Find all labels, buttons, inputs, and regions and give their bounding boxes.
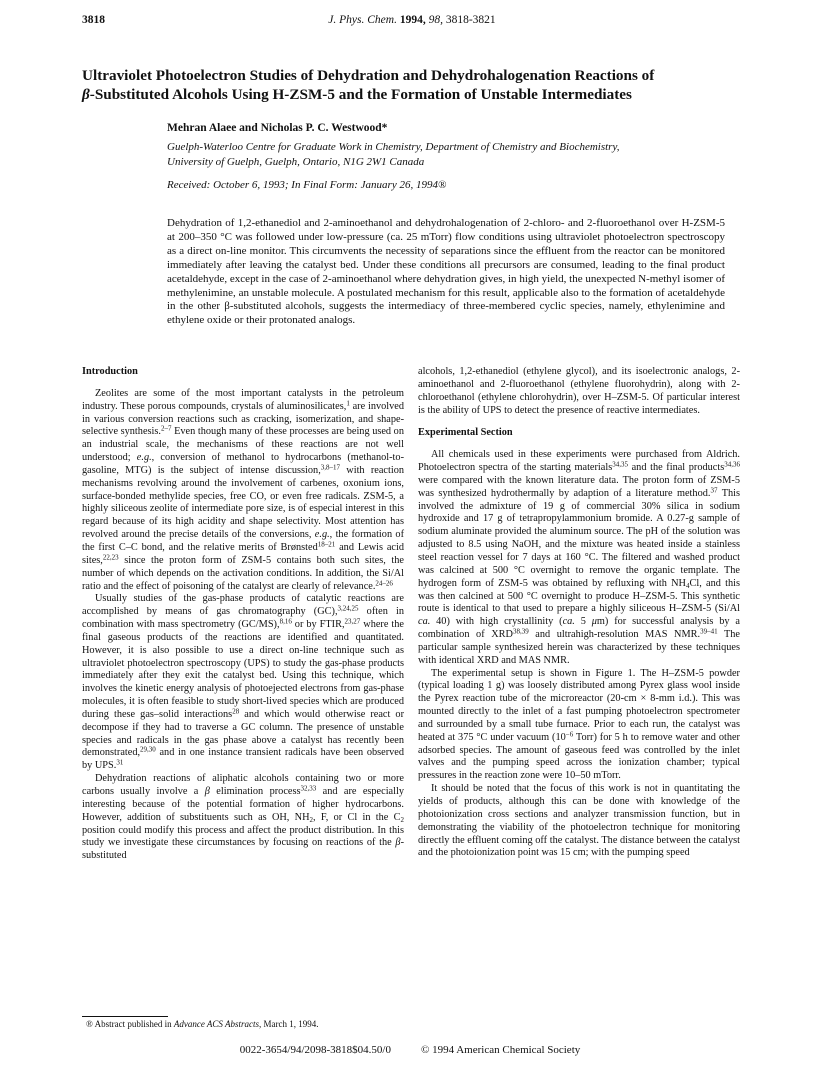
footnote-date: March 1, 1994. bbox=[261, 1019, 319, 1029]
footnote-lead: Abstract published in bbox=[92, 1019, 174, 1029]
body-paragraph: Dehydration reactions of aliphatic alcohols containing two or more carbons usually involve a β elimination process$^{32,33}$ and are especially interesting because of the potential formation of higher hydrocarbons. However, addition of substituents such as OH, $NH_2$, F, or Cl in the $C_2$ position could modify this process and affect the product distribution. In this study we investigate these circumstances by focusing on reactions of the β-substituted bbox=[82, 773, 404, 862]
page-footer bbox=[0, 1044, 820, 1056]
journal-citation bbox=[82, 14, 742, 26]
journal-pages: 3818-3821 bbox=[445, 14, 496, 26]
affiliation-line-2: University of Guelph, Guelph, Ontario, N1G 2W1 Canada bbox=[167, 156, 425, 168]
right-column bbox=[418, 366, 740, 860]
affiliation-line-1: Guelph-Waterloo Centre for Graduate Work in Chemistry, Department of Chemistry and Biochemistry, bbox=[167, 141, 620, 153]
body-paragraph: Zeolites are some of the most important catalysts in the petroleum industry. These porous compounds, crystals of aluminosilicates,$^1$ are involved in various conversion reactions such as cracking, isomerization, and shape-selective synthesis.$^{2-7}$ Even though many of these processes are being used on an industrial scale, the mechanisms of these reactions are not well understood; e.g., conversion of methanol to hydrocarbons (methanol-to-gasoline, MTG) is the subject of intense discussion,$^{3,8-17}$ with reaction mechanisms revolving around the involvement of carbenes, oxonium ions, surface-bonded methylide species, free CO, or even free radicals. ZSM-5, a highly siliceous zeolite of intermediate pore size, is of especial interest in this regard because of its high acidity and shape selectivity. Most attention has revolved around the precise details of the conversions, e.g., the formation of the first C–C bond, and the relative merits of Brønsted$^{18-21}$ and Lewis acid sites,$^{22,23}$ since the proton form of ZSM-5 contains both such sites, the number of which depends on the activation conditions. In addition, the Si/Al ratio and the effect of poisoning of the catalyst are clearly of relevance.$^{24-26}$ bbox=[82, 387, 405, 592]
footnote-marker: ® bbox=[86, 1019, 93, 1029]
footnote-rule bbox=[82, 1016, 168, 1017]
journal-year: 1994, bbox=[399, 14, 426, 26]
title-line-1: Ultraviolet Photoelectron Studies of Dehydration and Dehydrohalogenation Reactions of bbox=[82, 67, 655, 84]
body-paragraph: alcohols, 1,2-ethanediol (ethylene glycol), and its isoelectronic analogs, 2-aminoethanol and 2-fluoroethanol (ethylene fluorohydrin), along with 2-chloroethanol (ethylene chlorohydrin), over H–ZSM-5. Of particular interest is the ability of UPS to detect the presence of reactive intermediates. bbox=[418, 366, 740, 416]
title-beta-symbol: β bbox=[82, 86, 90, 103]
left-column bbox=[82, 366, 404, 863]
journal-volume: 98, bbox=[428, 14, 443, 26]
journal-name: J. Phys. Chem. bbox=[328, 14, 397, 26]
body-paragraph: The experimental setup is shown in Figure 1. The H–ZSM-5 powder (typical loading 1 g) was loosely distributed among Pyrex glass wool inside the Pyrex reaction tube of the microreactor (20-cm × 8-mm i.d.). This was mounted directly to the inlet of a fast pumping photoelectron spectrometer and surrounded by a small tube furnace. Prior to each run, the catalyst was heated at 375 °C under vacuum ($10^{-6}$ Torr) for 5 h to remove water and other adsorbed species. The amount of gaseous feed was controlled by the inlet valves and the pumping speed across the ionization chamber; typical pressures in the reaction zone were 10–50 mTorr. bbox=[418, 667, 740, 782]
footnote-journal: Advance ACS Abstracts, bbox=[173, 1019, 262, 1029]
abstract: Dehydration of 1,2-ethanediol and 2-aminoethanol and dehydrohalogenation of 2-chloro- and 2-fluoroethanol over H-ZSM-5 at 200–350 °C was followed under low-pressure (ca. 25 mTorr) flow conditions using ultraviolet photoelectron spectroscopy as a direct on-line monitor. This circumvents the necessity of separations since the effluent from the reactor can be monitored immediately after leaving the catalyst bed. Under these conditions all precursors are consumed, leading to the final product acetaldehyde, except in the case of 2-aminoethanol where dehydration gives, in high yield, the unexpected N-methyl isomer of methylenimine, an unstable molecule. A postulated mechanism for this result, applicable also to the formation of acetaldehyde in the other β-substituted alcohols, suggests the intermediacy of three-membered cyclic species, namely, ethylenimine and ethylene oxide or their protonated analogs. bbox=[167, 217, 725, 327]
article-code: 0022-3654/94/2098-3818$04.50/0 bbox=[239, 1044, 391, 1056]
received-dates: Received: October 6, 1993; In Final Form: January 26, 1994® bbox=[167, 179, 447, 191]
page-number: 3818 bbox=[82, 14, 105, 26]
title-line-2: -Substituted Alcohols Using H-ZSM-5 and the Formation of Unstable Intermediates bbox=[89, 86, 632, 103]
body-paragraph: It should be noted that the focus of this work is not in quantitating the yields of products, although this can be done with knowledge of the photoionization cross sections and analyzer transmission function, but in demonstrating the viability of the photoelectron technique for monitoring directly the effluent coming off the catalyst. The distance between the catalyst and the photoionization point was 15 cm; with the pumping speed bbox=[418, 783, 740, 859]
article-title bbox=[82, 66, 722, 104]
introduction-heading: Introduction bbox=[82, 366, 138, 377]
author-list: Mehran Alaee and Nicholas P. C. Westwood* bbox=[167, 122, 388, 134]
footnote bbox=[86, 1019, 408, 1029]
running-header bbox=[82, 14, 742, 32]
body-paragraph: Usually studies of the gas-phase products of catalytic reactions are accomplished by means of gas chromatography (GC),$^{3,24,25}$ often in combination with mass spectrometry (GC/MS),$^{8,16}$ or by FTIR,$^{23,27}$ where the final gaseous products of the reactions are identified and quantitated. However, it is also possible to use a direct on-line technique such as ultraviolet photoelectron spectroscopy (UPS) to study the gas-phase products immediately after they exit the catalyst bed. Using this technique, which involves the kinetic energy analysis of photoejected electrons from gas-phase molecules, it is often feasible to study short-lived species which are produced during these gas–solid interactions$^{28}$ and which would otherwise react or decompose if they had to traverse a GC column. The presence of unstable species and radicals in the gas phase above a catalyst has recently been demonstrated,$^{29,30}$ and in one instance transient radicals have been observed by UPS.$^{31}$ bbox=[82, 593, 405, 772]
body-paragraph: All chemicals used in these experiments were purchased from Aldrich. Photoelectron spectra of the starting materials$^{34,35}$ and the final products$^{34,36}$ were compared with the known literature data. The proton form of ZSM-5 was synthesized hydrothermally by adaption of a literature method.$^{37}$ This involved the admixture of 19 g of commercial 30% silica in sodium hydroxide and 17 g of tetrapropylammonium bromide. A 0.27-g sample of sodium aluminate provided the aluminum source. The pH of the solution was adjusted to 8.5 using NaOH, and the mixture was heated inside a stainless steel reaction vessel for 7 days at 160 °C. The filtered and washed product was calcined at 500 °C overnight to remove the organic template. The hydrogen form of ZSM-5 was obtained by refluxing with $NH_4Cl$, and this was then calcined at 500 °C overnight to produce H–ZSM-5. This synthetic route is identical to that used to prepare a highly siliceous H–ZSM-5 (Si/Al ca. 40) with high crystallinity (ca. 5 μm) for successful analysis by a combination of XRD$^{38,39}$ and ultrahigh-resolution MAS NMR.$^{39-41}$ The particular sample synthesized herein was characterized by these techniques with identical XRD and MAS NMR. bbox=[418, 449, 741, 666]
experimental-heading: Experimental Section bbox=[418, 427, 513, 439]
author-affiliation bbox=[167, 140, 727, 170]
copyright-notice: © 1994 American Chemical Society bbox=[420, 1044, 581, 1056]
